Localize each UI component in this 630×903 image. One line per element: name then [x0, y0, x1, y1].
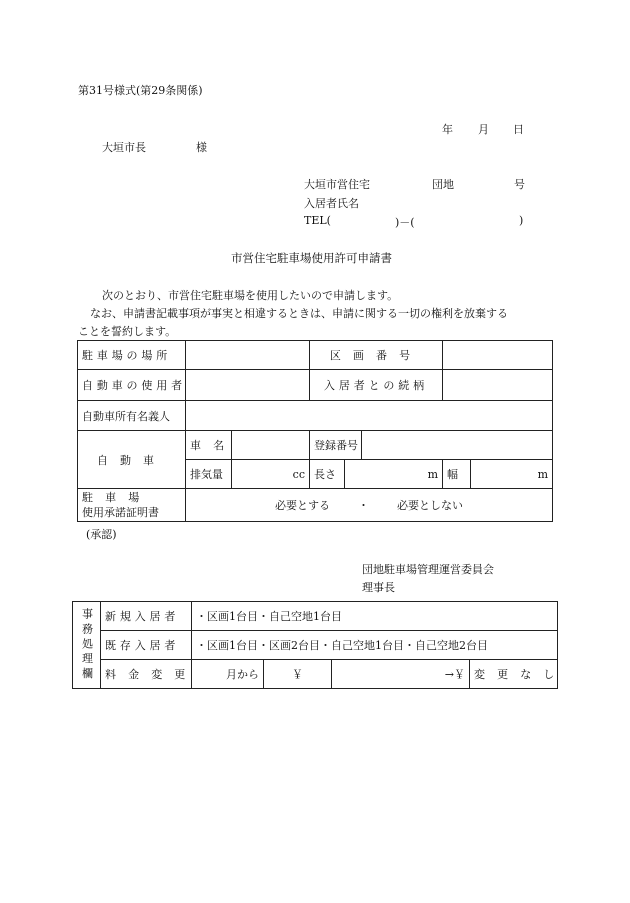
car-name-label: 車名	[186, 431, 232, 460]
certificate-label-line-2: 使用承諾証明書	[82, 506, 159, 519]
office-column-label: 事務処理欄	[73, 602, 101, 689]
location-label: 駐車場の場所	[78, 341, 186, 370]
width-unit[interactable]: m	[471, 460, 553, 489]
registration-field[interactable]	[362, 431, 553, 460]
committee-name: 団地駐車場管理運営委員会	[362, 563, 494, 576]
date-month-label: 月	[478, 123, 489, 136]
length-label: 長さ	[310, 460, 345, 489]
existing-resident-label: 既存入居者	[101, 631, 192, 660]
section-number-field[interactable]	[443, 341, 553, 370]
tel-label: TEL(	[304, 214, 331, 227]
registration-label: 登録番号	[310, 431, 362, 460]
owner-field[interactable]	[186, 401, 553, 431]
yen-to-label[interactable]: →￥	[332, 660, 470, 689]
existing-resident-options[interactable]: ・区画1台目・区画2台目・自己空地1台目・自己空地2台目	[192, 631, 558, 660]
certificate-label-line-1: 駐車場	[82, 491, 152, 504]
body-line-3: ことを誓約します。	[78, 325, 177, 338]
yen-from-label[interactable]: ￥	[264, 660, 332, 689]
approval-label: (承認)	[86, 528, 117, 541]
date-year-label: 年	[442, 123, 453, 136]
location-field[interactable]	[186, 341, 310, 370]
option-required[interactable]: 必要とする	[275, 499, 331, 512]
car-user-label: 自動車の使用者	[78, 370, 186, 401]
chair-label: 理事長	[362, 581, 395, 594]
displacement-unit[interactable]: cc	[232, 460, 310, 489]
addressee-suffix: 様	[196, 141, 207, 154]
fee-change-label: 料金変更	[101, 660, 192, 689]
office-use-table	[72, 601, 567, 689]
length-unit[interactable]: m	[345, 460, 443, 489]
section-number-label: 区画番号	[310, 341, 443, 370]
car-name-field[interactable]	[232, 431, 310, 460]
application-table	[77, 340, 553, 522]
tel-separator: )－(	[395, 216, 415, 229]
danchi-label: 団地	[432, 178, 454, 191]
gou-label: 号	[514, 178, 525, 191]
option-not-required[interactable]: 必要としない	[397, 499, 464, 512]
width-label: 幅	[443, 460, 471, 489]
resident-name-label: 入居者氏名	[304, 197, 359, 210]
option-separator: ・	[358, 499, 370, 512]
body-line-1: 次のとおり、市営住宅駐車場を使用したいので申請します。	[102, 289, 399, 302]
tel-end: )	[519, 214, 524, 227]
certificate-options	[186, 489, 553, 522]
owner-label: 自動車所有名義人	[78, 401, 186, 431]
relation-field[interactable]	[443, 370, 553, 401]
from-month-label[interactable]: 月から	[192, 660, 264, 689]
body-line-2: なお、申請書記載事項が事実と相違するときは、申請に関する一切の権利を放棄する	[90, 307, 508, 320]
car-user-field[interactable]	[186, 370, 310, 401]
housing-label: 大垣市営住宅	[304, 178, 370, 191]
addressee: 大垣市長	[102, 141, 146, 154]
relation-label: 入居者との続柄	[310, 370, 443, 401]
certificate-label	[78, 489, 186, 522]
new-resident-label: 新規入居者	[101, 602, 192, 631]
new-resident-options[interactable]: ・区画1台目・自己空地1台目	[192, 602, 558, 631]
displacement-label: 排気量	[186, 460, 232, 489]
form-number: 第31号様式(第29条関係)	[78, 84, 203, 97]
document-title: 市営住宅駐車場使用許可申請書	[231, 251, 392, 265]
no-change-label[interactable]: 変更なし	[470, 660, 558, 689]
car-label: 自動車	[78, 431, 186, 489]
date-day-label: 日	[513, 123, 524, 136]
